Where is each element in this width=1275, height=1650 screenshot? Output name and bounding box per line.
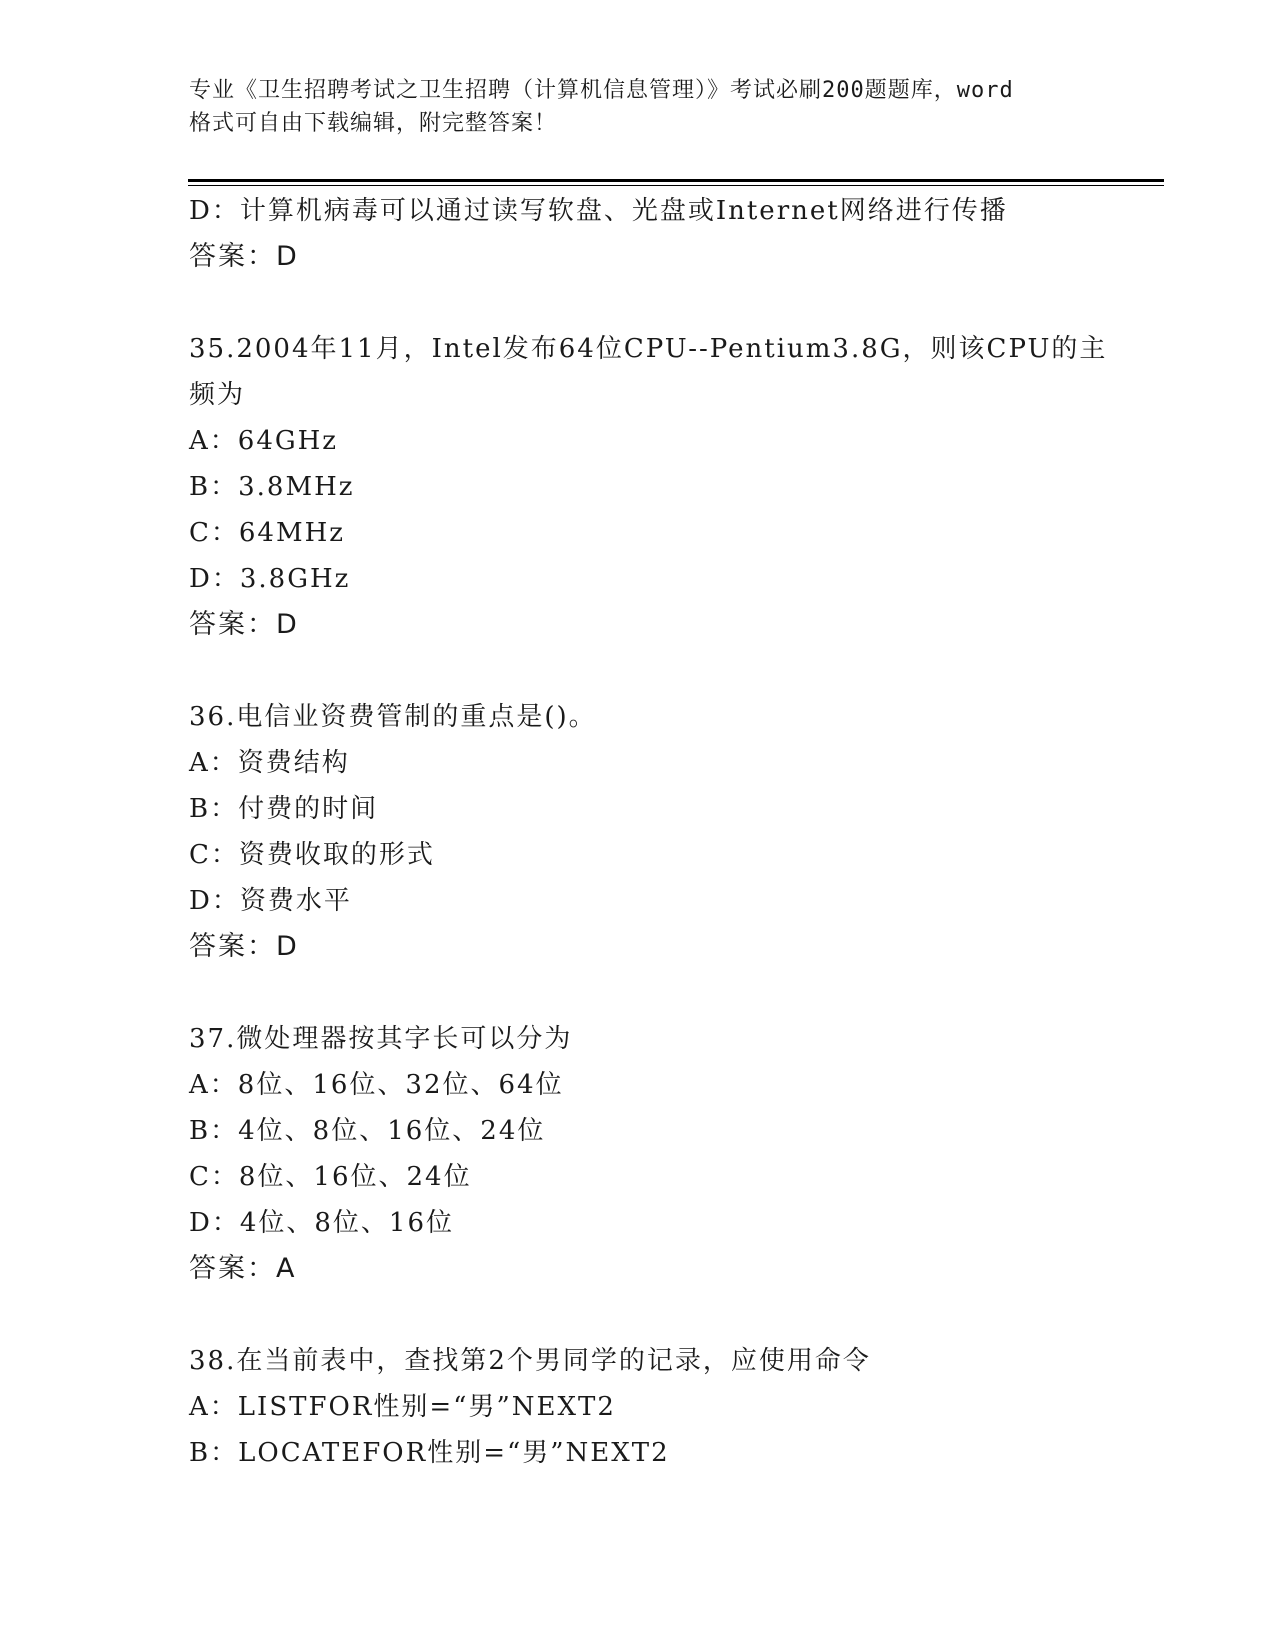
answer-line: 答案：D (189, 241, 299, 272)
option-d: D：4位、8位、16位 (189, 1208, 455, 1238)
option-d: D：资费水平 (189, 886, 352, 916)
option-c: C：64MHz (189, 518, 345, 548)
answer-line: 答案：D (189, 609, 299, 640)
option-c: C：8位、16位、24位 (189, 1162, 472, 1192)
spacer (189, 1292, 1149, 1338)
question-stem: 36.电信业资费管制的重点是()。 (189, 702, 597, 732)
spacer (189, 970, 1149, 1016)
option-a: A：资费结构 (189, 748, 350, 778)
option-d: D：3.8GHz (189, 564, 351, 594)
document-header (189, 74, 1089, 140)
option-b: B：3.8MHz (189, 472, 355, 502)
question-35 (189, 326, 1149, 648)
header-title-line-1: 专业《卫生招聘考试之卫生招聘（计算机信息管理）》考试必刷200题题库，word (189, 78, 1014, 103)
answer-line: 答案：A (189, 1253, 297, 1284)
spacer (189, 280, 1149, 326)
option-a: A：64GHz (189, 426, 339, 456)
header-divider-thin (188, 185, 1164, 186)
question-stem: 37.微处理器按其字长可以分为 (189, 1024, 573, 1054)
question-stem: 38.在当前表中，查找第2个男同学的记录，应使用命令 (189, 1346, 871, 1376)
option-b: B：LOCATEFOR性别=“男”NEXT2 (189, 1438, 670, 1468)
header-title-line-2: 格式可自由下载编辑，附完整答案！ (189, 111, 558, 136)
question-38 (189, 1338, 1149, 1476)
answer-line: 答案：D (189, 931, 299, 962)
option-a: A：LISTFOR性别=“男”NEXT2 (189, 1392, 616, 1422)
option-b: B：付费的时间 (189, 794, 379, 824)
spacer (189, 648, 1149, 694)
question-stem: 35.2004年11月，Intel发布64位CPU--Pentium3.8G，则该CPU的主 (189, 334, 1108, 364)
option-b: B：4位、8位、16位、24位 (189, 1116, 546, 1146)
option-d: D：计算机病毒可以通过读写软盘、光盘或Internet网络进行传播 (189, 196, 1008, 226)
option-c: C：资费收取的形式 (189, 840, 435, 870)
question-37 (189, 1016, 1149, 1292)
question-list (189, 188, 1149, 1476)
option-a: A：8位、16位、32位、64位 (189, 1070, 564, 1100)
question-36 (189, 694, 1149, 970)
question-stem-continued: 频为 (189, 380, 246, 410)
header-divider-thick (188, 179, 1164, 182)
